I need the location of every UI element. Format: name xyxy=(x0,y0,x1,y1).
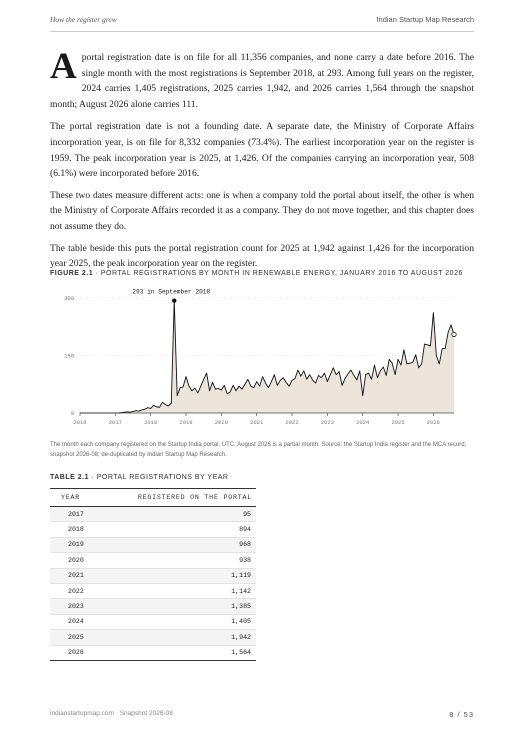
table-row xyxy=(50,599,256,614)
figure-caption xyxy=(50,270,474,282)
table-row xyxy=(50,537,256,552)
column-header-registered: REGISTERED ON THE PORTAL xyxy=(96,489,256,507)
x-tick-label: 2016 xyxy=(73,419,87,426)
last-point-marker xyxy=(452,332,456,336)
cell-year: 2024 xyxy=(50,614,96,629)
running-head xyxy=(50,15,474,29)
table-row xyxy=(50,583,256,598)
x-tick-label: 2021 xyxy=(250,419,264,426)
y-tick-label: 150 xyxy=(64,352,74,360)
table-row xyxy=(50,645,256,660)
cell-year: 2018 xyxy=(50,522,96,537)
table-header-row xyxy=(50,489,256,507)
peak-marker xyxy=(172,298,176,302)
cell-registered: 1,142 xyxy=(96,583,256,598)
cell-year: 2025 xyxy=(50,630,96,645)
table-caption xyxy=(50,474,256,481)
page-separator: / xyxy=(457,710,461,719)
series-area xyxy=(80,301,454,413)
paragraph-4: The table beside this puts the portal registration count for 2025 at 1,942 against 1,426 for the incorporation year 2025, the peak incorporation year on the register. xyxy=(50,242,474,270)
y-tick-label: 300 xyxy=(64,295,74,302)
cell-registered: 1,119 xyxy=(96,568,256,583)
body-text xyxy=(50,46,474,278)
paragraph-2: The portal registration date is not a founding date. A separate date, the Ministry of Corporate Affairs incorporation year, is on file for 8,332 companies (73.4%). The earliest incorporation year on the register is 1959. The peak incorporation year is 2025, at 1,426. Of the companies carrying an incorporation year, 508 (6.1%) were incorporated before 2016. xyxy=(50,121,474,180)
cell-registered: 894 xyxy=(96,522,256,537)
table-number: TABLE 2.1 xyxy=(50,474,89,481)
cell-year: 2020 xyxy=(50,553,96,568)
table-row xyxy=(50,522,256,537)
paragraph-1 xyxy=(50,46,474,112)
cell-registered: 938 xyxy=(96,553,256,568)
cell-registered: 1,942 xyxy=(96,630,256,645)
cell-year: 2023 xyxy=(50,599,96,614)
table-row xyxy=(50,553,256,568)
footer xyxy=(50,710,474,722)
publication-name: Indian Startup Map Research xyxy=(376,15,474,24)
x-tick-label: 2020 xyxy=(214,419,228,426)
paragraph-3: These two dates measure different acts: one is when a company told the portal about itself, the other is when the Ministry of Corporate Affairs recorded it as a company. They do not move together, and this chapter does not assume they do. xyxy=(50,189,474,232)
x-tick-label: 2017 xyxy=(108,419,122,426)
table-section xyxy=(50,474,256,661)
x-tick-label: 2022 xyxy=(285,419,299,426)
figure-caption-text: · PORTAL REGISTRATIONS BY MONTH IN RENEWABLE ENERGY, JANUARY 2016 TO AUGUST 2026 xyxy=(95,270,463,277)
table-row xyxy=(50,568,256,583)
cell-year: 2026 xyxy=(50,645,96,660)
chapter-title: How the register grew xyxy=(50,15,117,24)
column-header-year: YEAR xyxy=(50,489,96,507)
cell-registered: 1,385 xyxy=(96,599,256,614)
y-tick-label: 0 xyxy=(70,410,74,417)
footer-site: indianstartupmap.com · Snapshot 2026-08 xyxy=(50,710,173,717)
x-tick-label: 2023 xyxy=(320,419,334,426)
page-number xyxy=(449,710,474,722)
table-row xyxy=(50,507,256,522)
registrations-table xyxy=(50,488,256,661)
x-tick-label: 2024 xyxy=(356,419,370,426)
cell-registered: 1,564 xyxy=(96,645,256,660)
figure xyxy=(50,270,474,458)
figure-note: The month each company registered on the Startup India portal, UTC; August 2026 is a partial month. Source: the Startup India register and the MCA record, snapshot 2026-08; de-duplicated by Indian Startup Map Research. xyxy=(50,442,467,458)
x-tick-label: 2025 xyxy=(391,419,405,426)
current-page: 8 xyxy=(449,710,455,719)
drop-cap: A xyxy=(50,46,77,87)
paragraph-1-text: portal registration date is on file for all 11,356 companies, and none carry a date before 2016. The single month with the most registrations is September 2018, at 293. Among full years on the register, 2024 carries 1,405 registrations, 2025 carries 1,942, and 2026 carries 1,564 through the snapshot month; August 2026 alone carries 111. xyxy=(50,52,474,110)
registrations-chart xyxy=(50,282,474,442)
x-tick-label: 2026 xyxy=(426,419,440,426)
figure-number: FIGURE 2.1 xyxy=(50,270,94,277)
cell-registered: 968 xyxy=(96,537,256,552)
table-row xyxy=(50,614,256,629)
total-pages: 53 xyxy=(463,710,474,719)
cell-year: 2022 xyxy=(50,583,96,598)
peak-annotation: 293 in September 2018 xyxy=(132,288,211,296)
table-row xyxy=(50,630,256,645)
x-tick-label: 2019 xyxy=(179,419,193,426)
cell-registered: 95 xyxy=(96,507,256,522)
cell-year: 2021 xyxy=(50,568,96,583)
cell-year: 2019 xyxy=(50,537,96,552)
table-caption-text: · PORTAL REGISTRATIONS BY YEAR xyxy=(91,474,229,481)
cell-year: 2017 xyxy=(50,507,96,522)
x-tick-label: 2018 xyxy=(144,419,158,426)
header-rule xyxy=(50,31,474,32)
cell-registered: 1,405 xyxy=(96,614,256,629)
